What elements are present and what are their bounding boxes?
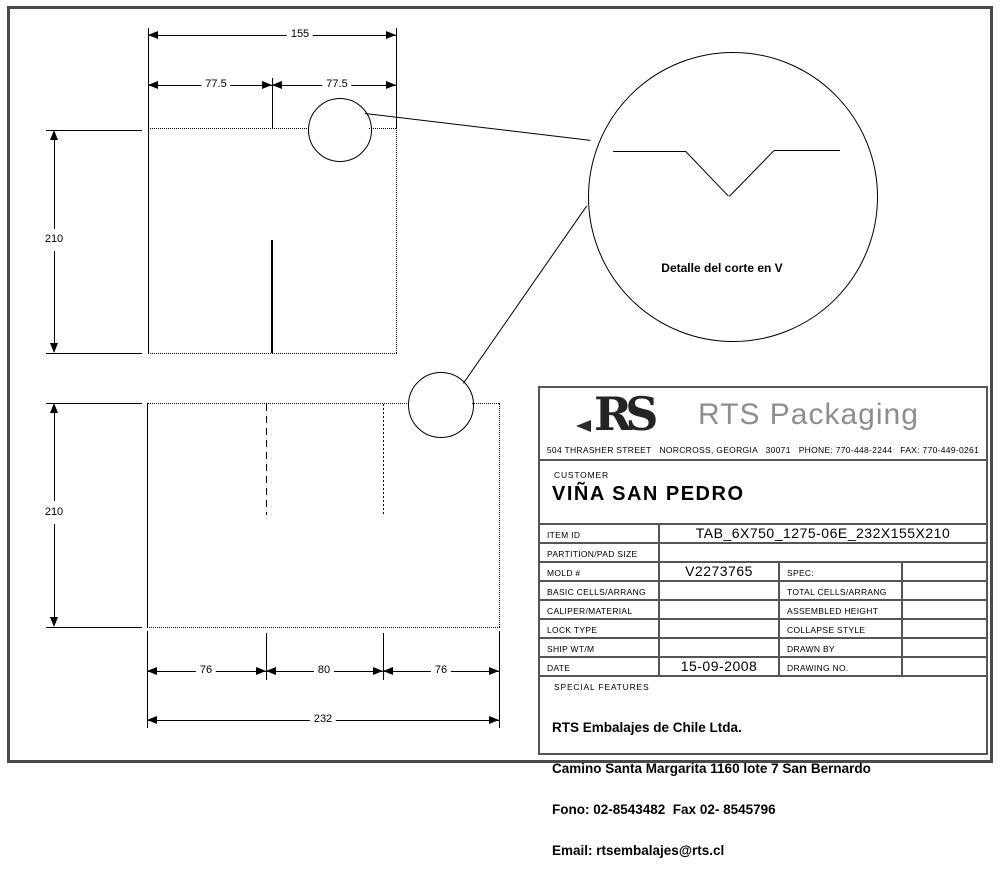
company-name: RTS Packaging [698,398,919,431]
row-label: DATE [547,663,571,673]
dim-label-210-bottom: 210 [41,506,67,519]
extension-line [46,353,142,354]
customer-label: CUSTOMER [554,470,609,480]
dim-arrow [386,31,396,39]
row-label: DRAWN BY [778,639,901,656]
table-row [540,544,986,563]
dim-label-210-top: 210 [41,233,67,246]
table-row [540,639,986,658]
dim-arrow [256,667,266,675]
row-value [901,639,986,656]
row-label: SPEC: [778,563,901,580]
title-block-header [540,388,986,461]
dim-arrow [50,617,58,627]
row-value: 15-09-2008 [658,658,778,675]
row-label: ITEM ID [547,530,581,540]
detail-view-circle [588,52,878,342]
extension-line [46,627,142,628]
bottom-panel-crease-line [266,404,267,515]
table-row [540,563,986,582]
top-panel-bottom-edge [148,353,397,354]
detail-balloon-circle [308,98,372,162]
spec-table [540,525,986,677]
dim-arrow [148,31,158,39]
special-features-section [540,677,986,858]
dim-label-232: 232 [310,713,336,726]
chile-office-address [552,694,871,884]
row-label: CALIPER/MATERIAL [547,606,633,616]
row-value: V2273765 [658,563,778,580]
v-cut-profile-right [774,150,840,151]
dim-arrow [50,343,58,353]
row-value [901,620,986,637]
row-label: SHIP WT/M [547,644,595,654]
dim-arrow [386,81,396,89]
dim-210-line [54,137,55,229]
top-panel-top-edge [148,128,309,129]
row-value [658,582,778,599]
dim-label-76-left: 76 [196,664,216,677]
row-label: MOLD # [547,568,581,578]
row-label: LOCK TYPE [547,625,598,635]
row-value [901,582,986,599]
row-value [901,658,986,675]
row-value [658,544,986,561]
dim-arrow [147,716,157,724]
dim-arrow [383,667,393,675]
dim-arrow [489,716,499,724]
row-label: TOTAL CELLS/ARRANG [778,582,901,599]
bottom-panel-top-edge [147,403,409,404]
row-label: BASIC CELLS/ARRANG [547,587,646,597]
top-panel-slot-cut [271,240,273,353]
special-features-label: SPECIAL FEATURES [554,682,650,692]
extension-line [46,403,142,404]
company-address: 504 THRASHER STREET NORCROSS, GEORGIA 30071 PHONE: 770-448-2244 FAX: 770-449-0261 [546,445,980,455]
address-line: RTS Embalajes de Chile Ltda. [552,720,742,736]
bottom-panel-top-edge [472,403,499,404]
extension-line [396,28,397,128]
address-line: Email: rtsembalajes@rts.cl [552,842,725,858]
row-value [658,601,778,618]
extension-line [499,631,500,728]
dim-210-line [54,411,55,501]
row-label: COLLAPSE STYLE [778,620,901,637]
dim-arrow [148,81,158,89]
bottom-panel-perforation-line [383,404,384,515]
table-row [540,582,986,601]
row-value [658,620,778,637]
dim-210-line [54,251,55,347]
extension-line-left-edge [148,28,149,353]
extension-line [147,631,148,728]
bottom-panel-right-edge [499,403,500,627]
rts-logo-leaf-icon [576,420,591,432]
title-block [538,386,988,858]
bottom-panel-left-edge [147,403,148,627]
dim-label-77-left: 77.5 [201,78,230,91]
row-label: DRAWING NO. [778,658,901,675]
customer-name: VIÑA SAN PEDRO [552,483,745,505]
dim-arrow [373,667,383,675]
table-row [540,525,986,544]
row-label: ASSEMBLED HEIGHT [778,601,901,618]
table-row [540,620,986,639]
address-line: Camino Santa Margarita 1160 lote 7 San Bernardo [552,760,871,776]
extension-line [46,130,142,131]
row-label: PARTITION/PAD SIZE [547,549,638,559]
dim-arrow [262,81,272,89]
detail-note: Detalle del corte en V [661,261,783,275]
dim-155-line [148,35,396,36]
dim-arrow [147,667,157,675]
dim-label-77-right: 77.5 [322,78,351,91]
rts-logo-monogram: RS [594,387,652,441]
dim-arrow [50,403,58,413]
top-panel-right-edge [396,128,397,353]
customer-section [540,461,986,525]
dim-arrow [266,667,276,675]
detail-balloon-circle [408,372,474,438]
dim-label-80: 80 [314,664,334,677]
bottom-panel-bottom-edge [147,627,500,628]
row-value [901,563,986,580]
table-row [540,658,986,677]
top-panel-top-edge [369,128,396,129]
dim-arrow [489,667,499,675]
address-line: Fono: 02-8543482 Fax 02- 8545796 [552,801,776,817]
row-value [658,639,778,656]
v-cut-profile-left [613,151,686,152]
table-row [540,601,986,620]
dim-label-155: 155 [287,28,313,41]
dim-arrow [50,130,58,140]
row-value [901,601,986,618]
dim-arrow [272,81,282,89]
row-value: TAB_6X750_1275-06E_232X155X210 [658,525,986,542]
dim-label-76-right: 76 [431,664,451,677]
dim-210-line [54,524,55,620]
